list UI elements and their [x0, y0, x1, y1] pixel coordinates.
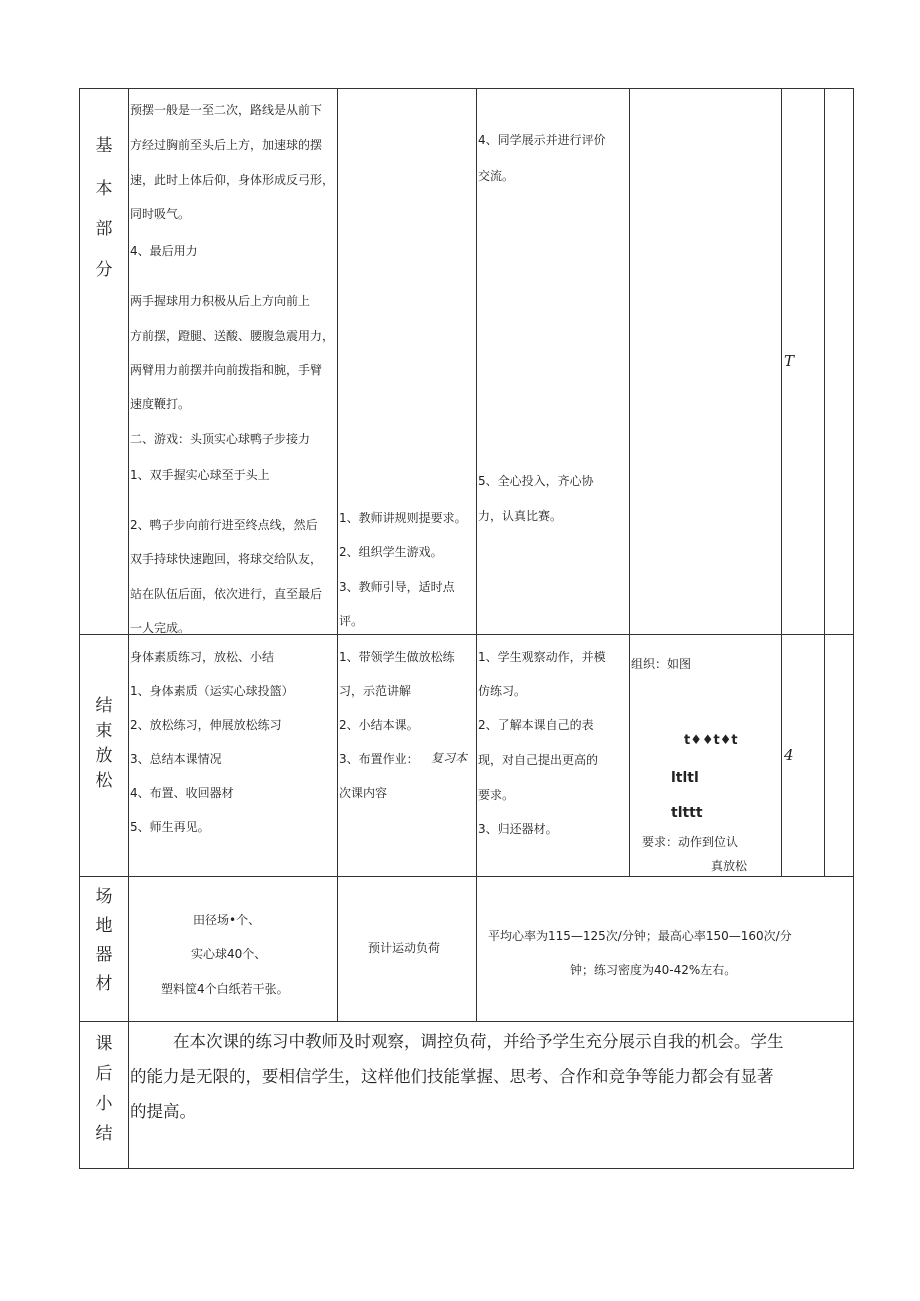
basic-content-line: 一人完成。	[130, 622, 191, 633]
basic-content-line: 2、鸭子步向前行进至终点线，然后	[130, 518, 318, 532]
table-right-border	[853, 88, 854, 1169]
ending-teacher-line: 次课内容	[339, 786, 388, 800]
row-divider-venue-summary	[79, 1021, 854, 1022]
ending-content-line: 1、身体素质（运实心球投篮）	[130, 684, 294, 698]
ending-content-line: 身体素质练习，放松、小结	[130, 650, 275, 664]
formation-row: t♦♦t♦t	[684, 733, 738, 748]
ending-student-line: 要求。	[478, 788, 515, 802]
basic-content-line: 两手握球用力积极从后上方向前上	[130, 294, 311, 308]
table-bottom-border	[79, 1168, 854, 1169]
ending-org-label: 组织：如图	[631, 657, 692, 671]
ending-student-line: 2、了解本课自己的表	[478, 718, 594, 732]
ending-teacher-line: 1、带领学生做放松练	[339, 650, 455, 664]
basic-content-line: 速度鞭打。	[130, 397, 191, 411]
ending-content-line: 4、布置、收回器材	[130, 786, 234, 800]
row-divider-ending-venue	[79, 876, 854, 877]
ending-student-line: 1、学生观察动作，并模	[478, 650, 606, 664]
load-text-line: 平均心率为115—125次/分钟；最高心率150—160次/分	[488, 929, 792, 943]
basic-student-line: 交流。	[478, 169, 515, 183]
ending-teacher-line: 习，示范讲解	[339, 684, 412, 698]
ending-teacher-line: 复习本	[431, 751, 468, 765]
basic-student-line: 4、同学展示并进行评价	[478, 133, 606, 147]
ending-org-requirement: 要求：动作到位认	[642, 835, 739, 849]
ending-teacher-line: 3、布置作业：	[339, 752, 419, 766]
basic-content-line: 1、双手握实心球至于头上	[130, 468, 270, 482]
basic-content-line: 同时吸气。	[130, 207, 191, 221]
col-divider-org	[781, 88, 782, 877]
summary-line: 在本次课的练习中教师及时观察，调控负荷，并给予学生充分展示自我的机会。学生	[173, 1032, 784, 1051]
basic-content-line: 二、游戏：头顶实心球鸭子步接力	[130, 432, 311, 446]
venue-item: 塑料筐4个白纸若干张。	[161, 982, 289, 996]
col-divider-teacher	[476, 88, 477, 1022]
basic-student-line: 力，认真比赛。	[478, 509, 563, 523]
venue-item: 田径场•个、	[193, 913, 261, 927]
ending-content-line: 2、放松练习，伸展放松练习	[130, 718, 282, 732]
formation-row: ltltl	[671, 770, 699, 786]
col-divider-student	[629, 88, 630, 877]
ending-content-line: 5、师生再见。	[130, 820, 210, 834]
venue-item: 实心球40个、	[191, 947, 267, 961]
ending-student-line: 现，对自己提出更高的	[478, 753, 599, 767]
row-divider-basic-ending	[79, 634, 854, 635]
summary-line: 的提高。	[130, 1102, 196, 1121]
basic-student-line: 5、全心投入，齐心协	[478, 474, 594, 488]
basic-content-line: 速，此时上体后仰，身体形成反弓形，	[130, 173, 335, 187]
basic-content-line: 方经过胸前至头后上方，加速球的摆	[130, 138, 323, 152]
basic-teacher-line: 2、组织学生游戏。	[339, 545, 443, 559]
load-text-line: 钟；练习密度为40-42%左右。	[570, 963, 737, 977]
basic-teacher-line: 1、教师讲规则提要求。	[339, 511, 467, 525]
basic-content-line: 4、最后用力	[130, 244, 198, 258]
section-label-summary: 课 后 小 结	[95, 1034, 113, 1144]
basic-content-line: 预摆一般是一至二次，路线是从前下	[130, 103, 323, 117]
load-label: 预计运动负荷	[368, 941, 441, 955]
col-divider-time	[824, 88, 825, 877]
col-divider-content	[337, 88, 338, 1022]
section-label-ending: 结 束 放 松	[95, 696, 113, 791]
ending-student-line: 仿练习。	[478, 684, 527, 698]
section-label-venue: 场 地 器 材	[95, 887, 113, 994]
basic-content-line: 站在队伍后面，依次进行，直至最后	[130, 587, 323, 601]
section-label-basic: 基 本 部 分	[95, 136, 113, 280]
basic-teacher-line: 3、教师引导，适时点	[339, 580, 455, 594]
basic-content-line: 两臂用力前摆并向前拨指和腕，手臂	[130, 363, 323, 377]
formation-row: tlttt	[671, 805, 703, 821]
basic-content-line: 双手持球快速跑回，将球交给队友，	[130, 552, 323, 566]
basic-time-value: T	[784, 352, 795, 370]
ending-student-line: 3、归还器材。	[478, 822, 558, 836]
ending-content-line: 3、总结本课情况	[130, 752, 222, 766]
basic-content-line: 方前摆，蹬腿、送酸、腰腹急震用力，	[130, 329, 335, 343]
ending-org-requirement: 真放松	[711, 859, 748, 873]
summary-line: 的能力是无限的，要相信学生，这样他们技能掌握、思考、合作和竞争等能力都会有显著	[130, 1067, 774, 1086]
ending-time-value: 4	[784, 746, 794, 764]
table-top-border	[79, 88, 854, 89]
basic-teacher-line: 评。	[339, 614, 364, 628]
ending-teacher-line: 2、小结本课。	[339, 718, 419, 732]
